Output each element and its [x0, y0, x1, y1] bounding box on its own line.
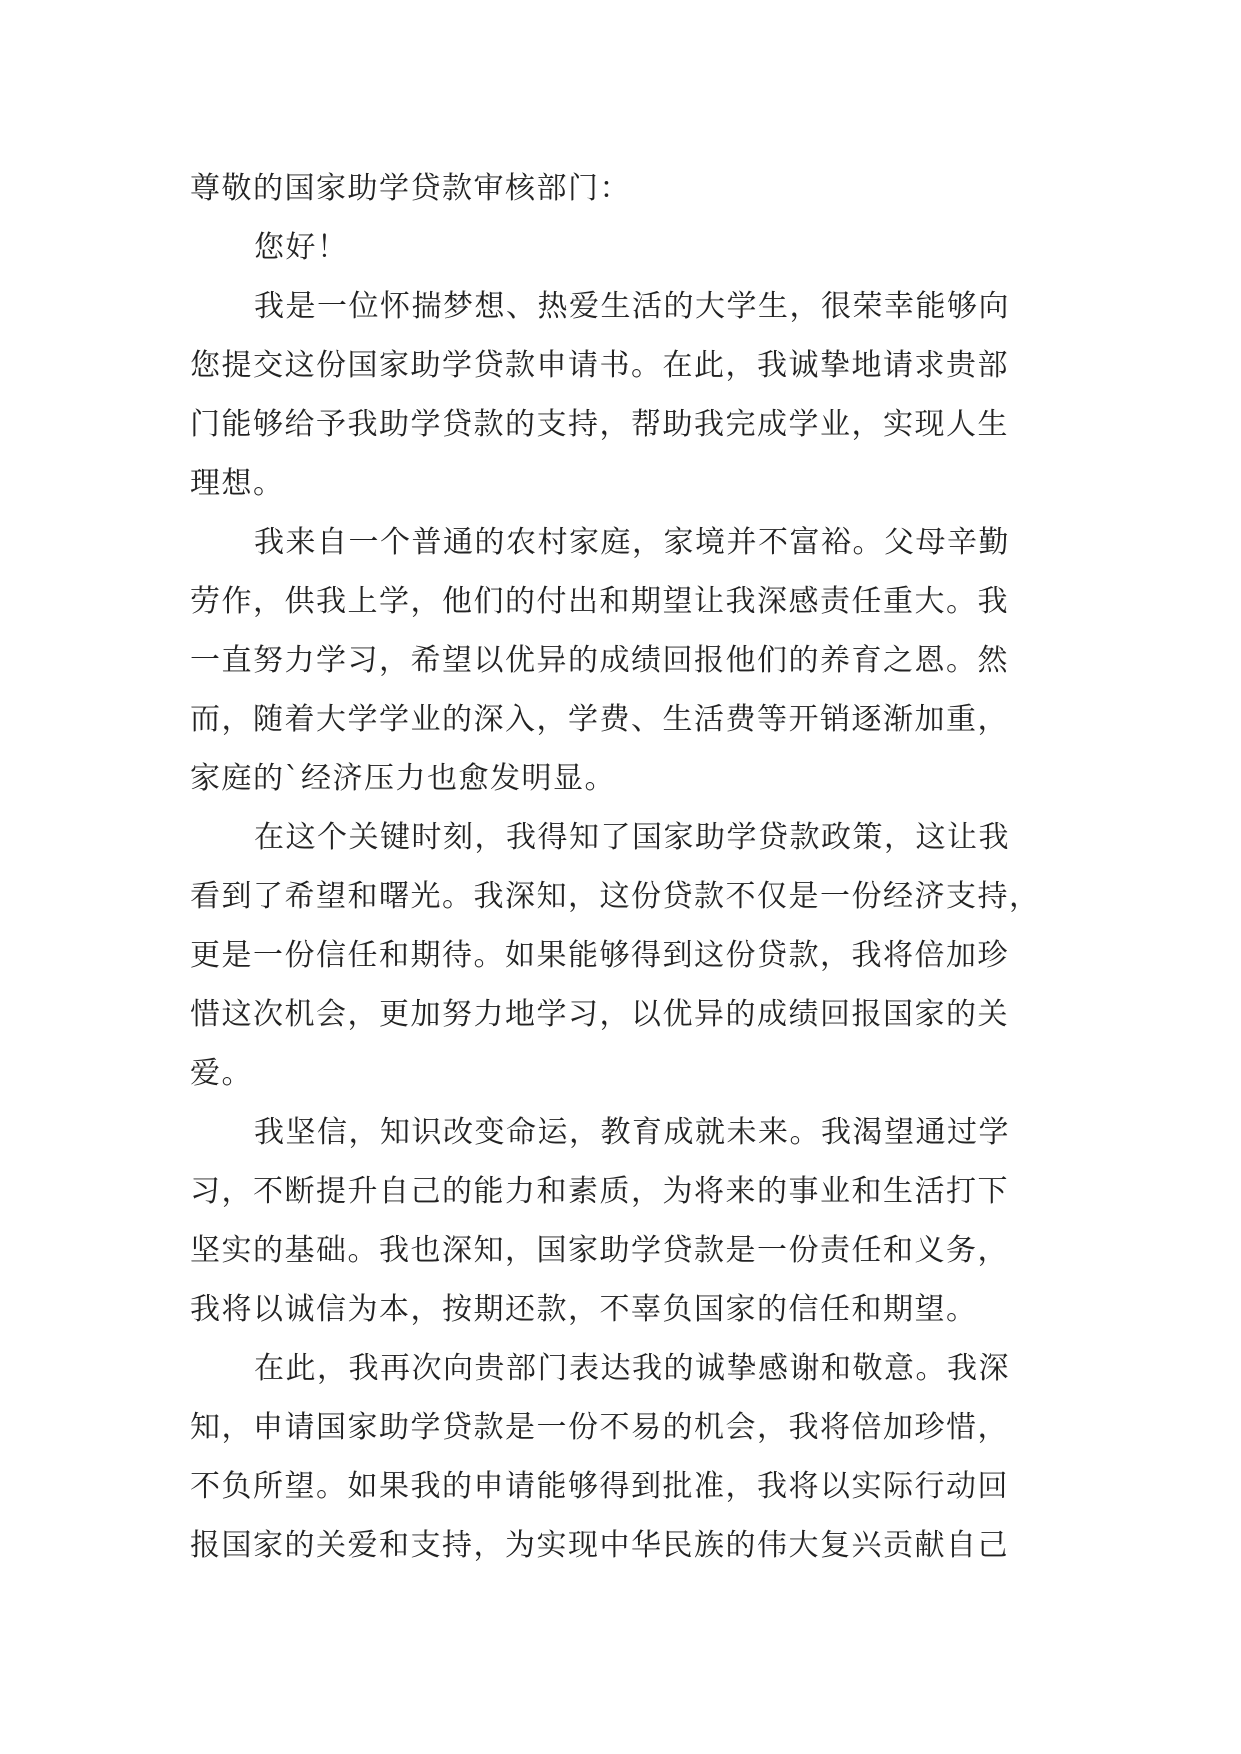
salutation: 尊敬的国家助学贷款审核部门：: [190, 171, 631, 206]
text-line: 在这个关键时刻，我得知了国家助学贷款政策，这让我: [254, 820, 1010, 855]
text-line: 我坚信，知识改变命运，教育成就未来。我渴望通过学: [254, 1115, 1010, 1150]
text-line: 坚实的基础。我也深知，国家助学贷款是一份责任和义务，: [190, 1233, 1009, 1268]
letter-body: [190, 159, 1050, 1575]
greeting: 您好！: [254, 230, 349, 265]
text-line: 一直努力学习，希望以优异的成绩回报他们的养育之恩。然: [190, 643, 1009, 678]
text-line: 家庭的`经济压力也愈发明显。: [190, 761, 616, 796]
text-line: 理想。: [190, 466, 285, 501]
text-line: 在此，我再次向贵部门表达我的诚挚感谢和敬意。我深: [254, 1351, 1010, 1386]
text-line: 门能够给予我助学贷款的支持，帮助我完成学业，实现人生: [190, 407, 1009, 442]
text-line: 惜这次机会，更加努力地学习，以优异的成绩回报国家的关: [190, 997, 1009, 1032]
text-line: 我将以诚信为本，按期还款，不辜负国家的信任和期望。: [190, 1292, 978, 1327]
text-line: 不负所望。如果我的申请能够得到批准，我将以实际行动回: [190, 1469, 1009, 1504]
text-line: 更是一份信任和期待。如果能够得到这份贷款，我将倍加珍: [190, 938, 1009, 973]
text-line: 习，不断提升自己的能力和素质，为将来的事业和生活打下: [190, 1174, 1009, 1209]
text-line: 爱。: [190, 1056, 253, 1091]
text-line: 您提交这份国家助学贷款申请书。在此，我诚挚地请求贵部: [190, 348, 1009, 383]
text-line: 劳作，供我上学，他们的付出和期望让我深感责任重大。我: [190, 584, 1009, 619]
text-line: 看到了希望和曙光。我深知，这份贷款不仅是一份经济支持，: [190, 879, 1041, 914]
text-line: 我来自一个普通的农村家庭，家境并不富裕。父母辛勤: [254, 525, 1010, 560]
text-line: 我是一位怀揣梦想、热爱生活的大学生，很荣幸能够向: [254, 289, 1010, 324]
text-line: 而，随着大学学业的深入，学费、生活费等开销逐渐加重，: [190, 702, 1009, 737]
text-line: 报国家的关爱和支持，为实现中华民族的伟大复兴贡献自己: [190, 1528, 1009, 1563]
text-line: 知，申请国家助学贷款是一份不易的机会，我将倍加珍惜，: [190, 1410, 1009, 1445]
